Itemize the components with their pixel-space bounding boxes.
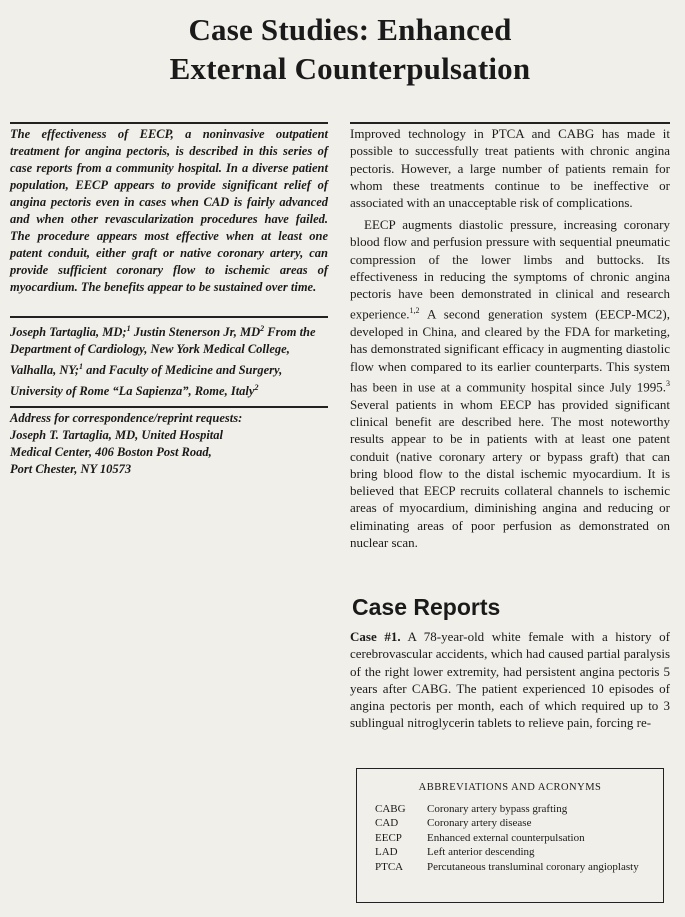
affiliation: and Faculty of Medicine and Surgery, University of Rome “La Sapienza”, Rome, Italy — [10, 363, 283, 399]
abbreviation-term: CABG — [375, 802, 406, 815]
divider — [10, 406, 328, 408]
body-paragraph — [350, 216, 670, 551]
abbreviation-row — [357, 860, 663, 875]
abbreviation-definition: Percutaneous transluminal coronary angioplasty — [427, 860, 639, 873]
section-heading: Case Reports — [352, 594, 501, 620]
abbreviation-term: PTCA — [375, 860, 404, 873]
paragraph-text: Several patients in whom EECP has provided significant clinical benefit are described here. The most noteworthy results appear to be in patients with at least one patent conduit (native coronary artery or bypass graft) that can bring blood flow to the distal ischemic myocardium. It is believed that EECP recruits collateral channels to ischemic areas of myocardium, diminishing angina and reducing or eliminating areas of poor perfusion as demonstrated on nuclear scan. — [350, 396, 670, 550]
abbreviation-term: LAD — [375, 846, 398, 858]
abbreviation-definition: Left anterior descending — [427, 846, 535, 858]
affiliation-marker: 2 — [254, 383, 259, 393]
abbreviation-row — [357, 831, 663, 846]
abbreviation-definition: Coronary artery bypass grafting — [427, 802, 568, 815]
paragraph-text: EECP augments diastolic pressure, increasing coronary blood flow and perfusion pressure with sequential pneumatic compression of the lower limbs and buttocks. Its effectiveness in reducing the symptoms of chronic angina pectoris have been demonstrated in clinical and research experience. — [350, 217, 670, 322]
citation-marker: 1,2 — [409, 306, 420, 316]
address-line: Port Chester, NY 10573 — [10, 462, 132, 476]
correspondence-address — [10, 410, 328, 478]
abbreviation-definition: Coronary artery disease — [427, 817, 532, 829]
abbreviation-definition: Enhanced external counterpulsation — [427, 831, 585, 844]
address-line: Joseph T. Tartaglia, MD, United Hospital — [10, 428, 223, 442]
case-label: Case #1. — [350, 629, 401, 644]
bleed-through-text — [6, 600, 326, 880]
title-line-1: Case Studies: Enhanced — [188, 12, 512, 47]
abbreviation-term: CAD — [375, 817, 399, 829]
title-line-2: External Counterpulsation — [169, 51, 531, 86]
abbreviations-box — [356, 768, 664, 903]
abbreviations-list — [357, 802, 663, 875]
abbreviation-row — [357, 845, 663, 860]
abbreviation-term: EECP — [375, 831, 402, 844]
paragraph-text: A 78-year-old white female with a history of cerebrovascular accidents, which had caused partial paralysis of the right lower extremity, had persistent angina pectoris 5 years after CABG. The patient experienced 10 episodes of angina pectoris per month, each of which required up to 3 sublingual nitroglycerin tablets to relieve pain, forcing re- — [350, 629, 670, 731]
article-title — [60, 10, 640, 88]
paragraph-text: A second generation system (EECP-MC2), developed in China, and cleared by the FDA for marketing, has demonstrated significant efficacy in augmenting diastolic flow when compared to its earlier counterparts. This system has been in use at a community hospital since July 1995. — [350, 306, 670, 395]
abbreviation-row — [357, 802, 663, 817]
affiliation-marker: 1 — [79, 362, 84, 372]
body-paragraph: Improved technology in PTCA and CABG has made it possible to successfully treat patients with chronic angina pectoris. However, a large number of patients remain for whom these treatments continue to be ineffective or associated with an unacceptable risk of complications. — [350, 126, 670, 211]
divider — [10, 316, 328, 318]
divider — [10, 122, 328, 124]
abbreviations-title: ABBREVIATIONS AND ACRONYMS — [418, 782, 602, 793]
abstract: The effectiveness of EECP, a noninvasive outpatient treatment for angina pectoris, is described in this series of case reports from a community hospital. In a diverse patient population, EECP appears to provide significant relief of angina pectoris even in cases when CAD is fairly advanced and when other revascularization procedures have failed. The procedure appears most effective when at least one patent conduit, either graft or native coronary artery, can provide sufficient coronary flow to ischemic areas of myocardium. The benefits appear to be sustained over time. — [10, 127, 328, 294]
divider — [350, 122, 670, 124]
abbreviation-row — [357, 816, 663, 831]
body-paragraph — [350, 628, 670, 732]
author-name: Joseph Tartaglia, MD; — [10, 325, 127, 340]
author-name: Justin Stenerson Jr, MD — [130, 325, 261, 340]
address-heading: Address for correspondence/reprint requests: — [10, 411, 243, 425]
affiliation: From the Department of Cardiology, New York Medical College, Valhalla, NY; — [10, 325, 316, 378]
affiliation-marker: 2 — [260, 324, 265, 333]
address-line: Medical Center, 406 Boston Post Road, — [10, 445, 212, 459]
citation-marker: 3 — [666, 379, 670, 388]
affiliation-marker: 1 — [126, 324, 131, 333]
author-block — [10, 320, 328, 400]
